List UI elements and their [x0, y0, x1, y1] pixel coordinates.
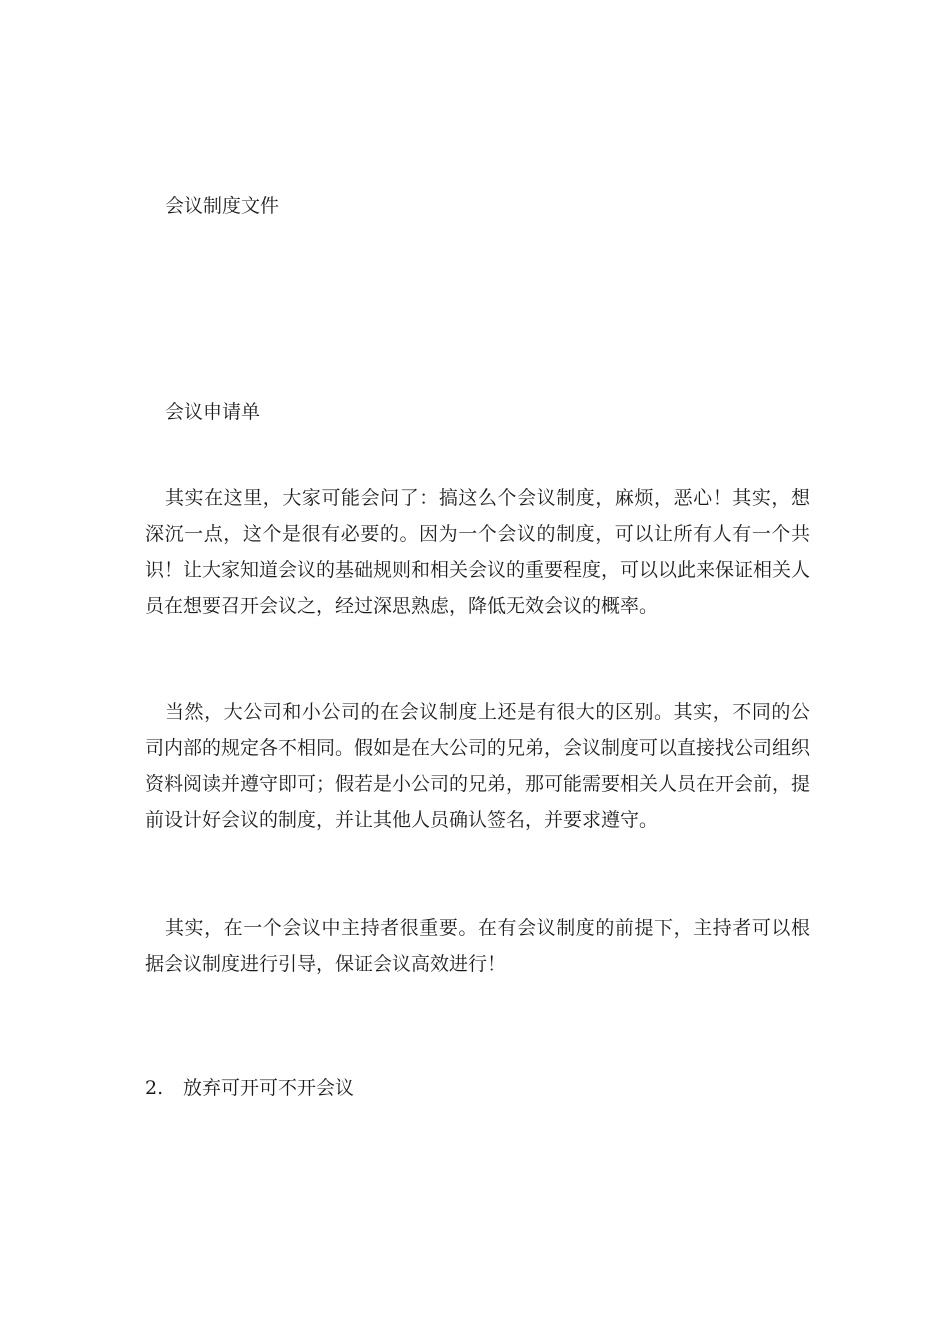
paragraph-3: 其实，在一个会议中主持者很重要。在有会议制度的前提下，主持者可以根据会议制度进行引导，保证会议高效进行！ [145, 917, 810, 975]
paragraph-1: 其实在这里，大家可能会问了：搞这么个会议制度，麻烦，恶心！其实，想深沉一点，这个是很有必要的。因为一个会议的制度，可以让所有人有一个共识！让大家知道会议的基础规则和相关会议的重要程度，可以以此来保证相关人员在想要召开会议之，经过深思熟虑，降低无效会议的概率。 [145, 487, 811, 617]
section-heading: 会议申请单 [165, 401, 261, 423]
list-item-text: 放弃可开可不开会议 [183, 1077, 355, 1099]
list-item-number: 2. [145, 1077, 164, 1099]
list-item [145, 1076, 354, 1100]
document-title: 会议制度文件 [165, 195, 280, 217]
paragraph-2: 当然，大公司和小公司的在会议制度上还是有很大的区别。其实，不同的公司内部的规定各不相同。假如是在大公司的兄弟，会议制度可以直接找公司组织资料阅读并遵守即可；假若是小公司的兄弟，那可能需要相关人员在开会前，提前设计好会议的制度，并让其他人员确认签名，并要求遵守。 [145, 701, 811, 831]
